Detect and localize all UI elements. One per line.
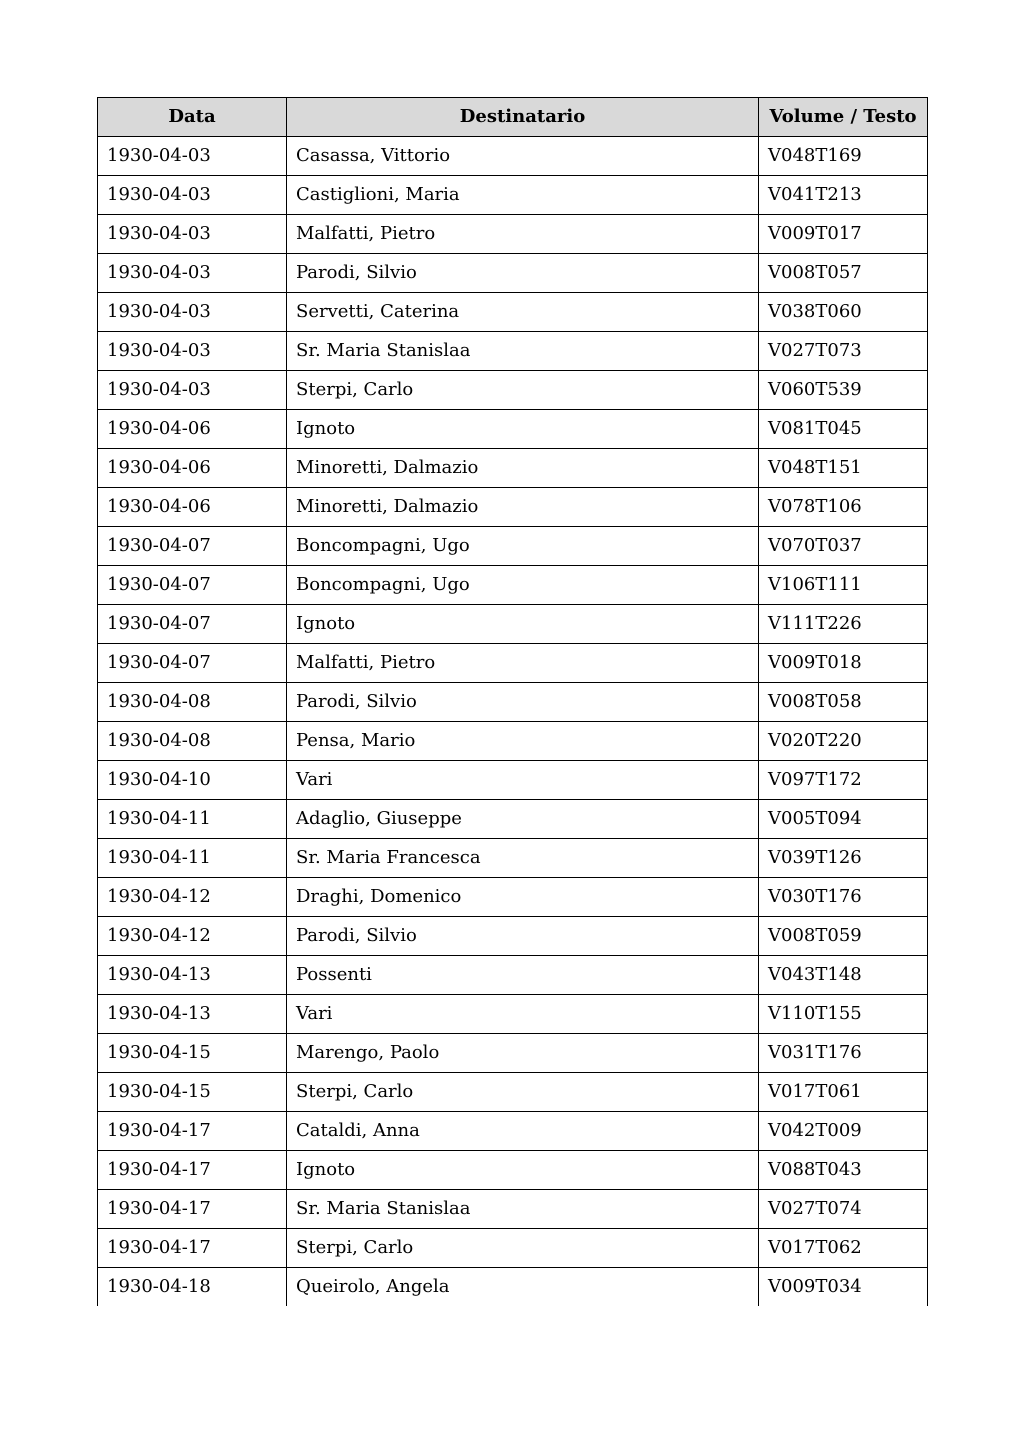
recipient-cell: Parodi, Silvio <box>287 254 759 293</box>
volume-text-cell: V027T074 <box>759 1190 928 1229</box>
date-cell: 1930-04-12 <box>98 917 287 956</box>
date-cell: 1930-04-13 <box>98 956 287 995</box>
volume-text-cell: V097T172 <box>759 761 928 800</box>
volume-text-cell: V081T045 <box>759 410 928 449</box>
recipient-cell: Malfatti, Pietro <box>287 644 759 683</box>
column-header-recipient: Destinatario <box>287 98 759 137</box>
recipient-cell: Casassa, Vittorio <box>287 137 759 176</box>
recipient-cell: Sr. Maria Stanislaa <box>287 1190 759 1229</box>
volume-text-cell: V110T155 <box>759 995 928 1034</box>
recipient-cell: Vari <box>287 761 759 800</box>
table-row <box>98 1151 928 1190</box>
recipient-cell: Boncompagni, Ugo <box>287 566 759 605</box>
volume-text-cell: V088T043 <box>759 1151 928 1190</box>
table-row <box>98 488 928 527</box>
volume-text-cell: V043T148 <box>759 956 928 995</box>
recipient-cell: Boncompagni, Ugo <box>287 527 759 566</box>
date-cell: 1930-04-06 <box>98 410 287 449</box>
letters-table <box>97 97 928 1306</box>
table-row <box>98 1268 928 1307</box>
date-cell: 1930-04-15 <box>98 1034 287 1073</box>
recipient-cell: Queirolo, Angela <box>287 1268 759 1307</box>
table-row <box>98 410 928 449</box>
date-cell: 1930-04-10 <box>98 761 287 800</box>
header-row <box>98 98 928 137</box>
table-row <box>98 878 928 917</box>
table-row <box>98 449 928 488</box>
volume-text-cell: V020T220 <box>759 722 928 761</box>
date-cell: 1930-04-11 <box>98 800 287 839</box>
table-row <box>98 371 928 410</box>
volume-text-cell: V041T213 <box>759 176 928 215</box>
date-cell: 1930-04-06 <box>98 449 287 488</box>
table-row <box>98 800 928 839</box>
recipient-cell: Castiglioni, Maria <box>287 176 759 215</box>
table-row <box>98 839 928 878</box>
volume-text-cell: V009T018 <box>759 644 928 683</box>
date-cell: 1930-04-03 <box>98 332 287 371</box>
table-row <box>98 332 928 371</box>
table-row <box>98 1190 928 1229</box>
volume-text-cell: V009T034 <box>759 1268 928 1307</box>
recipient-cell: Draghi, Domenico <box>287 878 759 917</box>
table-row <box>98 1229 928 1268</box>
volume-text-cell: V008T059 <box>759 917 928 956</box>
date-cell: 1930-04-11 <box>98 839 287 878</box>
volume-text-cell: V030T176 <box>759 878 928 917</box>
date-cell: 1930-04-07 <box>98 527 287 566</box>
table-row <box>98 644 928 683</box>
date-cell: 1930-04-15 <box>98 1073 287 1112</box>
recipient-cell: Cataldi, Anna <box>287 1112 759 1151</box>
volume-text-cell: V005T094 <box>759 800 928 839</box>
volume-text-cell: V048T151 <box>759 449 928 488</box>
table-row <box>98 176 928 215</box>
date-cell: 1930-04-17 <box>98 1112 287 1151</box>
volume-text-cell: V048T169 <box>759 137 928 176</box>
date-cell: 1930-04-08 <box>98 683 287 722</box>
table-row <box>98 254 928 293</box>
date-cell: 1930-04-08 <box>98 722 287 761</box>
volume-text-cell: V027T073 <box>759 332 928 371</box>
recipient-cell: Sterpi, Carlo <box>287 1073 759 1112</box>
table-row <box>98 1112 928 1151</box>
table-row <box>98 917 928 956</box>
volume-text-cell: V070T037 <box>759 527 928 566</box>
date-cell: 1930-04-03 <box>98 176 287 215</box>
date-cell: 1930-04-03 <box>98 137 287 176</box>
date-cell: 1930-04-07 <box>98 644 287 683</box>
column-header-volume-text: Volume / Testo <box>759 98 928 137</box>
volume-text-cell: V111T226 <box>759 605 928 644</box>
date-cell: 1930-04-03 <box>98 293 287 332</box>
recipient-cell: Parodi, Silvio <box>287 683 759 722</box>
recipient-cell: Vari <box>287 995 759 1034</box>
recipient-cell: Ignoto <box>287 1151 759 1190</box>
date-cell: 1930-04-17 <box>98 1229 287 1268</box>
table-row <box>98 683 928 722</box>
table-row <box>98 956 928 995</box>
volume-text-cell: V038T060 <box>759 293 928 332</box>
table-row <box>98 215 928 254</box>
date-cell: 1930-04-03 <box>98 254 287 293</box>
volume-text-cell: V042T009 <box>759 1112 928 1151</box>
table-row <box>98 761 928 800</box>
volume-text-cell: V017T062 <box>759 1229 928 1268</box>
date-cell: 1930-04-18 <box>98 1268 287 1307</box>
recipient-cell: Servetti, Caterina <box>287 293 759 332</box>
table-row <box>98 527 928 566</box>
date-cell: 1930-04-03 <box>98 371 287 410</box>
table-row <box>98 605 928 644</box>
recipient-cell: Minoretti, Dalmazio <box>287 488 759 527</box>
recipient-cell: Pensa, Mario <box>287 722 759 761</box>
volume-text-cell: V060T539 <box>759 371 928 410</box>
recipient-cell: Sr. Maria Stanislaa <box>287 332 759 371</box>
date-cell: 1930-04-07 <box>98 605 287 644</box>
date-cell: 1930-04-03 <box>98 215 287 254</box>
volume-text-cell: V008T057 <box>759 254 928 293</box>
volume-text-cell: V017T061 <box>759 1073 928 1112</box>
table-row <box>98 293 928 332</box>
table-row <box>98 137 928 176</box>
table-header <box>98 98 928 137</box>
table-row <box>98 566 928 605</box>
table-body <box>98 137 928 1307</box>
recipient-cell: Parodi, Silvio <box>287 917 759 956</box>
recipient-cell: Sterpi, Carlo <box>287 1229 759 1268</box>
recipient-cell: Possenti <box>287 956 759 995</box>
recipient-cell: Adaglio, Giuseppe <box>287 800 759 839</box>
recipient-cell: Ignoto <box>287 410 759 449</box>
recipient-cell: Sr. Maria Francesca <box>287 839 759 878</box>
volume-text-cell: V008T058 <box>759 683 928 722</box>
date-cell: 1930-04-07 <box>98 566 287 605</box>
recipient-cell: Minoretti, Dalmazio <box>287 449 759 488</box>
column-header-date: Data <box>98 98 287 137</box>
recipient-cell: Sterpi, Carlo <box>287 371 759 410</box>
table-row <box>98 1034 928 1073</box>
date-cell: 1930-04-06 <box>98 488 287 527</box>
recipient-cell: Malfatti, Pietro <box>287 215 759 254</box>
date-cell: 1930-04-17 <box>98 1190 287 1229</box>
volume-text-cell: V031T176 <box>759 1034 928 1073</box>
table-row <box>98 722 928 761</box>
date-cell: 1930-04-17 <box>98 1151 287 1190</box>
recipient-cell: Ignoto <box>287 605 759 644</box>
volume-text-cell: V078T106 <box>759 488 928 527</box>
date-cell: 1930-04-12 <box>98 878 287 917</box>
volume-text-cell: V009T017 <box>759 215 928 254</box>
date-cell: 1930-04-13 <box>98 995 287 1034</box>
volume-text-cell: V039T126 <box>759 839 928 878</box>
table-row <box>98 1073 928 1112</box>
recipient-cell: Marengo, Paolo <box>287 1034 759 1073</box>
table-row <box>98 995 928 1034</box>
volume-text-cell: V106T111 <box>759 566 928 605</box>
